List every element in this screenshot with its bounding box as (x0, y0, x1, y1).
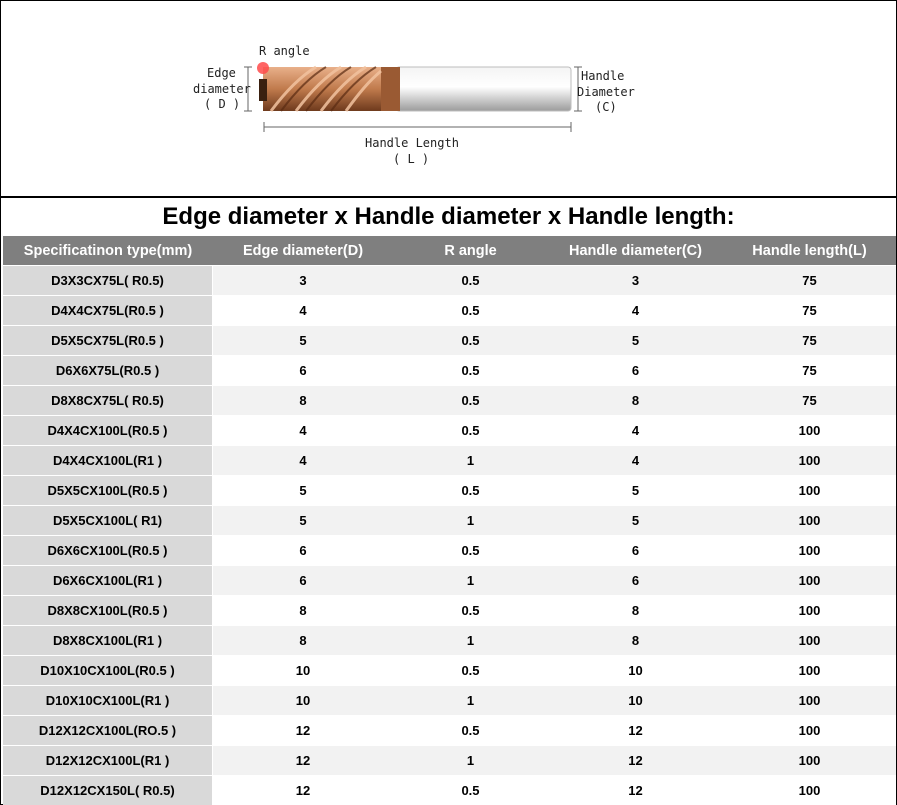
table-row (3, 475, 896, 505)
cell-r-angle: 1 (393, 505, 548, 535)
handle-length-label-2: ( L ) (393, 152, 430, 166)
tool-shank (396, 67, 571, 111)
cell-r-angle: 0.5 (393, 475, 548, 505)
cell-handle-diameter: 8 (548, 385, 723, 415)
cell-handle-diameter: 5 (548, 325, 723, 355)
cell-spec-type: D4X4CX75L(R0.5 ) (3, 295, 213, 325)
table-row (3, 445, 896, 475)
table-row (3, 325, 896, 355)
cell-r-angle: 0.5 (393, 355, 548, 385)
cell-handle-diameter: 10 (548, 685, 723, 715)
cell-handle-length: 75 (723, 265, 896, 295)
cell-r-angle: 0.5 (393, 325, 548, 355)
cell-handle-diameter: 6 (548, 535, 723, 565)
cell-handle-diameter: 6 (548, 355, 723, 385)
edge-diameter-label-3: ( D ) (204, 97, 241, 111)
cell-edge-diameter: 4 (213, 445, 393, 475)
table-row (3, 655, 896, 685)
cell-r-angle: 0.5 (393, 655, 548, 685)
cell-handle-length: 75 (723, 295, 896, 325)
cell-spec-type: D12X12CX150L( R0.5) (3, 775, 213, 805)
cell-spec-type: D12X12CX100L(R1 ) (3, 745, 213, 775)
cell-handle-length: 100 (723, 775, 896, 805)
cell-spec-type: D12X12CX100L(RO.5 ) (3, 715, 213, 745)
cell-handle-length: 100 (723, 475, 896, 505)
cell-edge-diameter: 4 (213, 415, 393, 445)
handle-diameter-label-2: Diameter (577, 85, 635, 99)
cell-r-angle: 0.5 (393, 265, 548, 295)
handle-diameter-label-1: Handle (581, 69, 625, 83)
header-spec-type: Specificatinon type(mm) (3, 236, 213, 265)
cell-spec-type: D4X4CX100L(R1 ) (3, 445, 213, 475)
cell-edge-diameter: 6 (213, 565, 393, 595)
table-row (3, 265, 896, 295)
edge-diameter-label-2: diameter (193, 82, 251, 96)
cell-handle-length: 100 (723, 655, 896, 685)
cell-edge-diameter: 5 (213, 475, 393, 505)
cell-spec-type: D5X5CX75L(R0.5 ) (3, 325, 213, 355)
cell-handle-length: 100 (723, 445, 896, 475)
cell-handle-length: 100 (723, 685, 896, 715)
cell-handle-diameter: 3 (548, 265, 723, 295)
cell-handle-diameter: 5 (548, 475, 723, 505)
cell-handle-diameter: 4 (548, 445, 723, 475)
cell-handle-length: 75 (723, 355, 896, 385)
cell-edge-diameter: 12 (213, 745, 393, 775)
r-angle-label: R angle (259, 44, 310, 58)
cell-r-angle: 1 (393, 745, 548, 775)
cell-handle-length: 100 (723, 415, 896, 445)
table-row (3, 685, 896, 715)
header-r-angle: R angle (393, 236, 548, 265)
table-row (3, 565, 896, 595)
cell-r-angle: 0.5 (393, 385, 548, 415)
table-row (3, 355, 896, 385)
cell-edge-diameter: 10 (213, 685, 393, 715)
cell-r-angle: 1 (393, 445, 548, 475)
cell-edge-diameter: 5 (213, 325, 393, 355)
cell-handle-length: 100 (723, 625, 896, 655)
tool-tip (259, 79, 267, 101)
cell-handle-diameter: 4 (548, 295, 723, 325)
table-row (3, 775, 896, 805)
edge-diameter-label-1: Edge (207, 66, 236, 80)
cell-handle-diameter: 12 (548, 775, 723, 805)
cell-edge-diameter: 6 (213, 355, 393, 385)
cell-handle-length: 100 (723, 745, 896, 775)
cell-r-angle: 1 (393, 685, 548, 715)
cell-handle-length: 100 (723, 715, 896, 745)
cell-edge-diameter: 12 (213, 715, 393, 745)
cell-r-angle: 0.5 (393, 415, 548, 445)
cell-r-angle: 0.5 (393, 715, 548, 745)
cell-r-angle: 0.5 (393, 535, 548, 565)
cell-spec-type: D6X6CX100L(R0.5 ) (3, 535, 213, 565)
cell-handle-diameter: 5 (548, 505, 723, 535)
cell-edge-diameter: 8 (213, 625, 393, 655)
cell-edge-diameter: 12 (213, 775, 393, 805)
table-row (3, 415, 896, 445)
handle-length-label-1: Handle Length (365, 136, 459, 150)
cell-spec-type: D5X5CX100L( R1) (3, 505, 213, 535)
cell-edge-diameter: 10 (213, 655, 393, 685)
handle-diameter-label-3: (C) (595, 100, 617, 114)
cell-edge-diameter: 4 (213, 295, 393, 325)
table-row (3, 625, 896, 655)
end-mill-illustration (1, 1, 896, 196)
header-handle-length: Handle length(L) (723, 236, 896, 265)
cell-handle-length: 100 (723, 565, 896, 595)
cell-handle-length: 75 (723, 325, 896, 355)
spec-title: Edge diameter x Handle diameter x Handle length: (162, 203, 735, 230)
cell-edge-diameter: 5 (213, 505, 393, 535)
cell-spec-type: D5X5CX100L(R0.5 ) (3, 475, 213, 505)
cell-handle-length: 75 (723, 385, 896, 415)
cell-edge-diameter: 8 (213, 385, 393, 415)
cell-edge-diameter: 8 (213, 595, 393, 625)
cell-r-angle: 1 (393, 565, 548, 595)
cell-r-angle: 1 (393, 625, 548, 655)
cell-spec-type: D3X3CX75L( R0.5) (3, 265, 213, 295)
cell-spec-type: D8X8CX100L(R1 ) (3, 625, 213, 655)
cell-handle-length: 100 (723, 535, 896, 565)
table-row (3, 385, 896, 415)
cell-spec-type: D4X4CX100L(R0.5 ) (3, 415, 213, 445)
cell-handle-diameter: 8 (548, 625, 723, 655)
r-angle-marker (257, 62, 269, 74)
table-row (3, 745, 896, 775)
cell-spec-type: D6X6X75L(R0.5 ) (3, 355, 213, 385)
cell-handle-diameter: 12 (548, 715, 723, 745)
cell-handle-diameter: 8 (548, 595, 723, 625)
cell-handle-diameter: 12 (548, 745, 723, 775)
cell-spec-type: D10X10CX100L(R1 ) (3, 685, 213, 715)
end-mill-diagram (1, 1, 896, 198)
table-row (3, 295, 896, 325)
cell-handle-diameter: 4 (548, 415, 723, 445)
cell-handle-diameter: 6 (548, 565, 723, 595)
cell-handle-length: 100 (723, 505, 896, 535)
cell-edge-diameter: 3 (213, 265, 393, 295)
table-row (3, 595, 896, 625)
table-row (3, 535, 896, 565)
cell-spec-type: D10X10CX100L(R0.5 ) (3, 655, 213, 685)
cell-r-angle: 0.5 (393, 295, 548, 325)
header-handle-diameter: Handle diameter(C) (548, 236, 723, 265)
cell-spec-type: D8X8CX100L(R0.5 ) (3, 595, 213, 625)
table-row (3, 505, 896, 535)
cell-r-angle: 0.5 (393, 595, 548, 625)
spec-table (3, 236, 896, 805)
header-edge-diameter: Edge diameter(D) (213, 236, 393, 265)
table-header-row (3, 236, 896, 265)
cell-handle-diameter: 10 (548, 655, 723, 685)
cell-edge-diameter: 6 (213, 535, 393, 565)
cell-spec-type: D8X8CX75L( R0.5) (3, 385, 213, 415)
cell-handle-length: 100 (723, 595, 896, 625)
cell-r-angle: 0.5 (393, 775, 548, 805)
cell-spec-type: D6X6CX100L(R1 ) (3, 565, 213, 595)
table-row (3, 715, 896, 745)
